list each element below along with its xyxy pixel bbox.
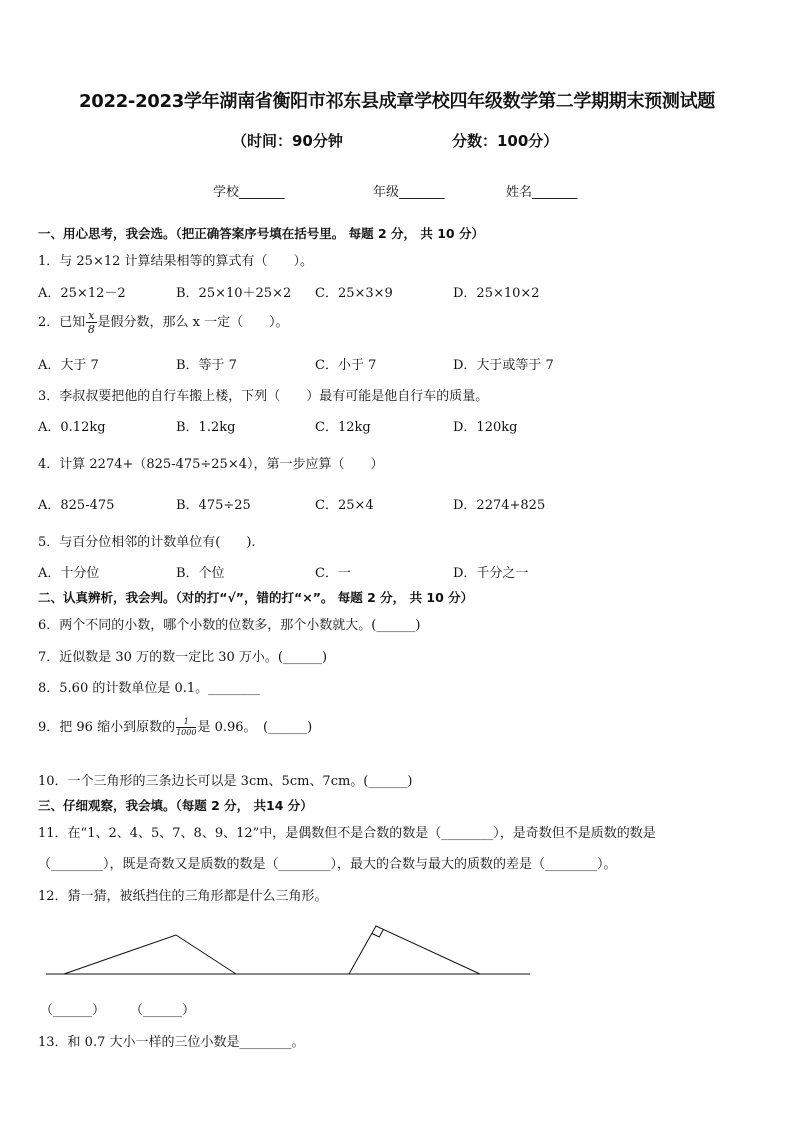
question-7: 7．近似数是 30 万的数一定比 30 万小。(______) — [38, 650, 328, 665]
question-8: 8．5.60 的计数单位是 0.1。________ — [38, 681, 261, 696]
q4-option-b[interactable]: B．475÷25 — [176, 498, 251, 513]
q4-option-c[interactable]: C．25×4 — [315, 498, 374, 513]
q12-blank-2[interactable]: （______） — [130, 1003, 196, 1018]
q5-option-c[interactable]: C．一 — [315, 566, 351, 581]
q5-option-b[interactable]: B．个位 — [176, 566, 225, 581]
section-1-heading: 一、用心思考，我会选。（把正确答案序号填在括号里。 每题 2 分， 共 10 分） — [38, 226, 484, 241]
q3-option-a[interactable]: A．0.12kg — [38, 420, 106, 435]
question-1: 1．与 25×12 计算结果相等的算式有（ ）。 — [38, 254, 314, 269]
q2-pre: 2．已知 — [38, 315, 86, 330]
section-2-heading: 二、认真辨析，我会判。（对的打“√”，错的打“×”。 每题 2 分， 共 10 分） — [38, 590, 474, 605]
q1-option-b[interactable]: B．25×10＋25×2 — [176, 286, 292, 301]
q12-right-triangle — [349, 926, 480, 974]
q2-option-c[interactable]: C．小于 7 — [315, 358, 377, 373]
exam-score: 分数：100分） — [452, 132, 559, 150]
q3-option-c[interactable]: C．12kg — [315, 420, 371, 435]
q3-option-d[interactable]: D．120kg — [453, 420, 518, 435]
q9-numerator: 1 — [176, 718, 196, 728]
q2-option-b[interactable]: B．等于 7 — [176, 358, 237, 373]
question-10: 10．一个三角形的三条边长可以是 3cm、5cm、7cm。(______) — [38, 774, 413, 789]
q1-option-d[interactable]: D．25×10×2 — [453, 286, 540, 301]
question-11-line-2: （________），既是奇数又是质数的数是（________），最大的合数与最大的质数的差是（________）。 — [38, 857, 617, 872]
question-5: 5．与百分位相邻的计数单位有( ). — [38, 535, 256, 550]
q5-option-d[interactable]: D．千分之一 — [453, 566, 529, 581]
q2-option-d[interactable]: D．大于或等于 7 — [453, 358, 554, 373]
q2-denominator: 8 — [87, 323, 95, 336]
q12-blank-1[interactable]: （______） — [40, 1003, 106, 1018]
q1-option-a[interactable]: A．25×12－2 — [38, 286, 126, 301]
section-3-heading: 三、仔细观察，我会填。（每题 2 分， 共14 分） — [38, 798, 313, 813]
q1-option-c[interactable]: C．25×3×9 — [315, 286, 393, 301]
q4-option-a[interactable]: A．825-475 — [38, 498, 115, 513]
q9-denominator: 1000 — [176, 728, 197, 737]
school-field[interactable]: 学校_______ — [213, 185, 285, 200]
q2-option-a[interactable]: A．大于 7 — [38, 358, 99, 373]
q9-post: 是 0.96。 (______) — [197, 720, 313, 735]
q2-numerator: x — [88, 309, 95, 322]
exam-time: （时间：90分钟 — [232, 132, 343, 150]
q4-option-d[interactable]: D．2274+825 — [453, 498, 546, 513]
question-4: 4．计算 2274+（825-475÷25×4），第一步应算（ ） — [38, 457, 384, 472]
q12-obtuse-triangle — [64, 935, 236, 974]
question-13: 13．和 0.7 大小一样的三位小数是________。 — [38, 1035, 305, 1050]
name-field[interactable]: 姓名_______ — [506, 185, 578, 200]
q3-option-b[interactable]: B．1.2kg — [176, 420, 236, 435]
q9-pre: 9．把 96 缩小到原数的 — [38, 720, 176, 735]
question-3: 3．李叔叔要把他的自行车搬上楼，下列（ ）最有可能是他自行车的质量。 — [38, 389, 489, 404]
page-title: 2022-2023学年湖南省衡阳市祁东县成章学校四年级数学第二学期期末预测试题 — [79, 91, 715, 112]
q2-post: 是假分数，那么 x 一定（ ）。 — [97, 315, 289, 330]
grade-field[interactable]: 年级_______ — [373, 185, 445, 200]
question-6: 6．两个不同的小数，哪个小数的位数多，那个小数就大。(______) — [38, 618, 421, 633]
question-11-line-1: 11．在“1、2、4、5、7、8、9、12”中，是偶数但不是合数的数是（________），是奇数但不是质数的数是 — [38, 826, 656, 841]
question-12: 12．猜一猜，被纸挡住的三角形都是什么三角形。 — [38, 889, 328, 904]
q5-option-a[interactable]: A．十分位 — [38, 566, 100, 581]
